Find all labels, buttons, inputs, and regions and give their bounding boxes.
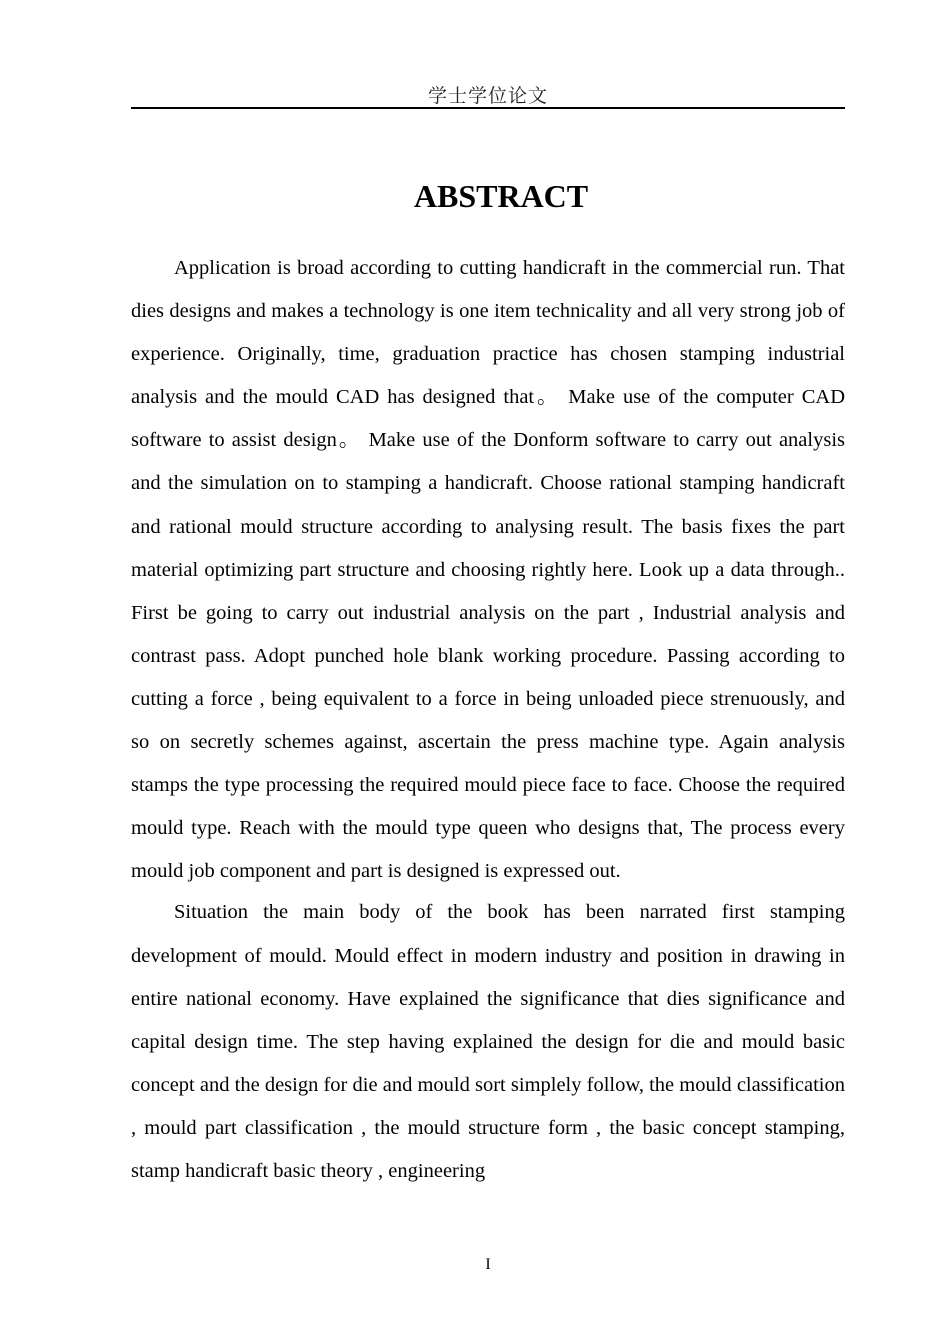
header-rule: [131, 107, 845, 109]
running-header: 学士学位论文: [427, 85, 548, 107]
abstract-paragraph: Situation the main body of the book has been narrated first stamping development of mould. Mould effect in modern industry and position in drawing in entire national economy. Have explained the significance that dies significance and capital design time. The step having explained the design for die and mould basic concept and the design for die and mould sort simplely follow, the mould classification , mould part classification , the mould structure form , the basic concept stamping, stamp handicraft basic theory , engineering: [131, 901, 845, 1182]
abstract-title: ABSTRACT: [413, 178, 589, 214]
abstract-paragraph: Application is broad according to cutting handicraft in the commercial run. That dies designs and makes a technology is one item technicality and all very strong job of experience. Originally, time, graduation practice has chosen stamping industrial analysis and the mould CAD has designed that。 Make use of the computer CAD software to assist design。 Make use of the Donform software to carry out analysis and the simulation on to stamping a handicraft. Choose rational stamping handicraft and rational mould structure according to analysing result. The basis fixes the part material optimizing part structure and choosing rightly here. Look up a data through.. First be going to carry out industrial analysis on the part , Industrial analysis and contrast pass. Adopt punched hole blank working procedure. Passing according to cutting a force , being equivalent to a force in being unloaded piece strenuously, and so on secretly schemes against, ascertain the press machine type. Again analysis stamps the type processing the required mould piece face to face. Choose the required mould type. Reach with the mould type queen who designs that, The process every mould job component and part is designed is expressed out.: [131, 257, 845, 883]
abstract-body: [131, 247, 845, 1193]
page-number: I: [485, 1256, 491, 1273]
